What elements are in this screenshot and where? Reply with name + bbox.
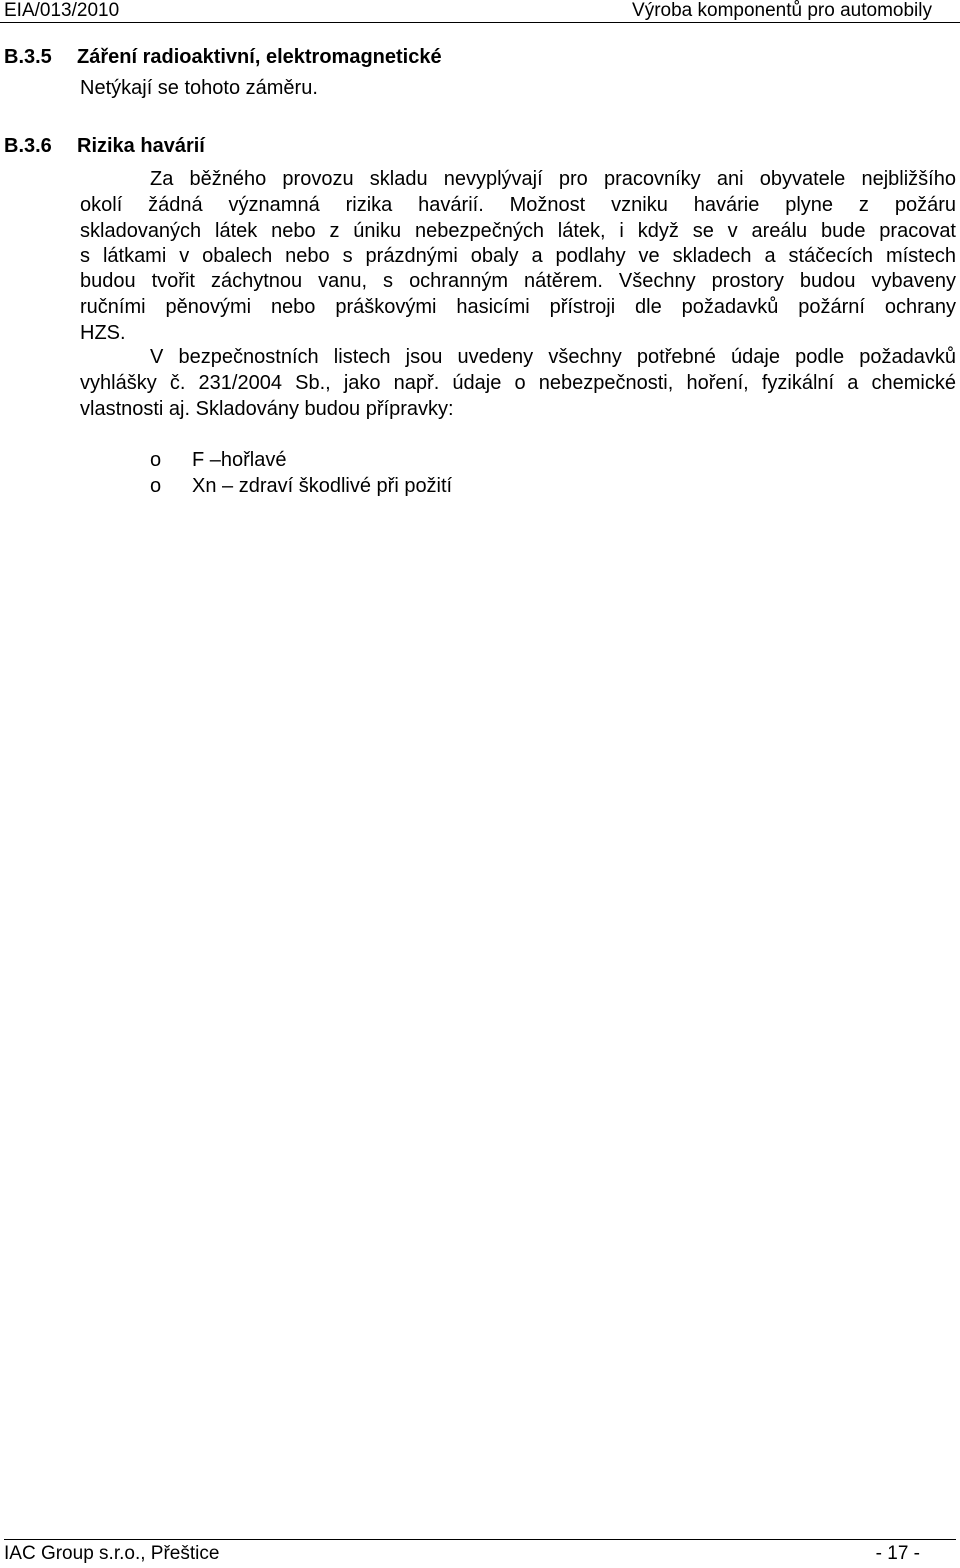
footer-divider — [4, 1539, 956, 1540]
paragraph-line: Za běžného provozu skladu nevyplývají pro pracovníky ani obyvatele nejbližšího — [150, 168, 956, 190]
paragraph-line: budou tvořit záchytnou vanu, s ochranným nátěrem. Všechny prostory budou vybaveny — [80, 270, 956, 292]
list-item-text: Xn – zdraví škodlivé při požití — [192, 475, 453, 497]
document-title: Výroba komponentů pro automobily — [632, 0, 932, 21]
paragraph-line: skladovaných látek nebo z úniku nebezpečných látek, i když se v areálu bude pracovat — [80, 220, 956, 242]
paragraph-line: s látkami v obalech nebo s prázdnými obaly a podlahy ve skladech a stáčecích místech — [80, 245, 956, 267]
section-text: Netýkají se tohoto záměru. — [80, 77, 318, 99]
list-item — [150, 447, 287, 473]
paragraph-line: ručními pěnovými nebo práškovými hasicími přístroji dle požadavků požární ochrany — [80, 296, 956, 318]
list-item-text: F –hořlavé — [192, 449, 287, 471]
section-heading-b35 — [4, 44, 442, 70]
page-header — [0, 0, 960, 22]
paragraph-line: okolí žádná významná rizika havárií. Možnost vzniku havárie plyne z požáru — [80, 194, 956, 216]
document-id: EIA/013/2010 — [4, 0, 120, 21]
section-title: Rizika havárií — [77, 135, 205, 157]
section-number: B.3.6 — [4, 135, 52, 157]
bullet-marker: o — [150, 449, 162, 471]
section-title: Záření radioaktivní, elektromagnetické — [77, 46, 442, 68]
section-number: B.3.5 — [4, 46, 52, 68]
section-heading-b36 — [4, 133, 205, 159]
list-item — [150, 473, 452, 499]
bullet-marker: o — [150, 475, 162, 497]
paragraph-line: vlastnosti aj. Skladovány budou přípravky: — [80, 398, 454, 420]
paragraph-line: vyhlášky č. 231/2004 Sb., jako např. údaje o nebezpečnosti, hoření, fyzikální a chemické — [80, 372, 956, 394]
footer-company: IAC Group s.r.o., Přeštice — [4, 1543, 220, 1564]
paragraph-line: HZS. — [80, 322, 126, 344]
header-divider — [0, 22, 960, 23]
paragraph-line: V bezpečnostních listech jsou uvedeny všechny potřebné údaje podle požadavků — [150, 346, 956, 368]
page-number: - 17 - — [875, 1543, 920, 1564]
